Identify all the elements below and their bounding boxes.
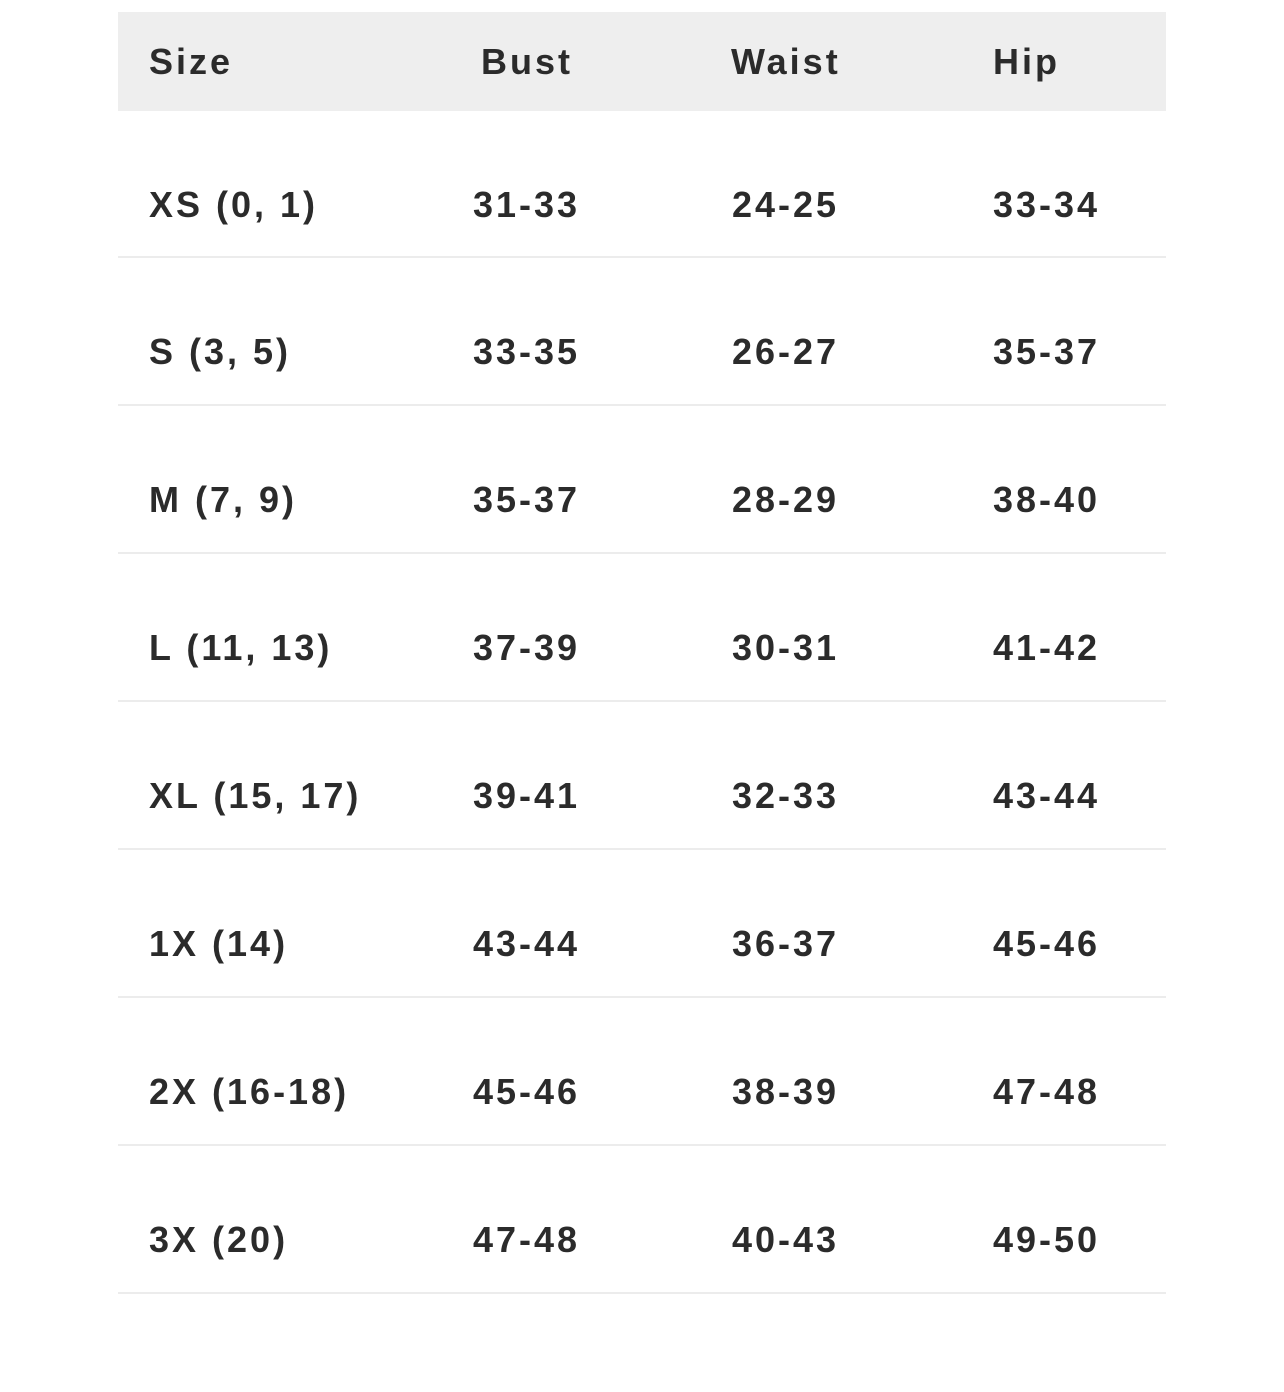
table-row: [118, 997, 1166, 1145]
hip-cell: 38-40: [993, 479, 1101, 520]
bust-cell: 47-48: [473, 1219, 581, 1260]
waist-cell: 28-29: [732, 479, 840, 520]
header-waist: Waist: [731, 40, 841, 82]
table-row: [118, 849, 1166, 997]
size-cell: M (7, 9): [149, 479, 298, 520]
bust-cell: 37-39: [473, 627, 581, 668]
waist-cell: 38-39: [732, 1071, 840, 1112]
size-chart-table: [118, 12, 1166, 1294]
table-row: [118, 701, 1166, 849]
header-size: Size: [149, 40, 234, 82]
table-row: [118, 553, 1166, 701]
size-cell: L (11, 13): [149, 627, 333, 668]
hip-cell: 33-34: [993, 183, 1101, 225]
hip-cell: 49-50: [993, 1219, 1101, 1260]
bust-cell: 31-33: [473, 183, 581, 225]
bust-cell: 45-46: [473, 1071, 581, 1112]
table-row: [118, 405, 1166, 553]
header-hip: Hip: [993, 40, 1060, 82]
waist-cell: 40-43: [732, 1219, 840, 1260]
size-cell: XS (0, 1): [149, 183, 319, 225]
size-cell: XL (15, 17): [149, 775, 362, 816]
hip-cell: 43-44: [993, 775, 1101, 816]
table-row: [118, 257, 1166, 405]
hip-cell: 45-46: [993, 923, 1101, 964]
size-cell: S (3, 5): [149, 331, 292, 372]
table-row: [118, 1145, 1166, 1293]
table-row: [118, 111, 1166, 257]
waist-cell: 36-37: [732, 923, 840, 964]
size-cell: 1X (14): [149, 923, 289, 964]
hip-cell: 41-42: [993, 627, 1101, 668]
waist-cell: 32-33: [732, 775, 840, 816]
bust-cell: 39-41: [473, 775, 581, 816]
header-bust: Bust: [481, 40, 573, 82]
size-cell: 3X (20): [149, 1219, 289, 1260]
hip-cell: 35-37: [993, 331, 1101, 372]
hip-cell: 47-48: [993, 1071, 1101, 1112]
table-body: [118, 111, 1166, 1293]
waist-cell: 24-25: [732, 183, 840, 225]
bust-cell: 33-35: [473, 331, 581, 372]
bust-cell: 35-37: [473, 479, 581, 520]
header-row: [118, 12, 1166, 111]
table-header: [118, 12, 1166, 111]
bust-cell: 43-44: [473, 923, 581, 964]
waist-cell: 30-31: [732, 627, 840, 668]
waist-cell: 26-27: [732, 331, 840, 372]
size-cell: 2X (16-18): [149, 1071, 350, 1112]
